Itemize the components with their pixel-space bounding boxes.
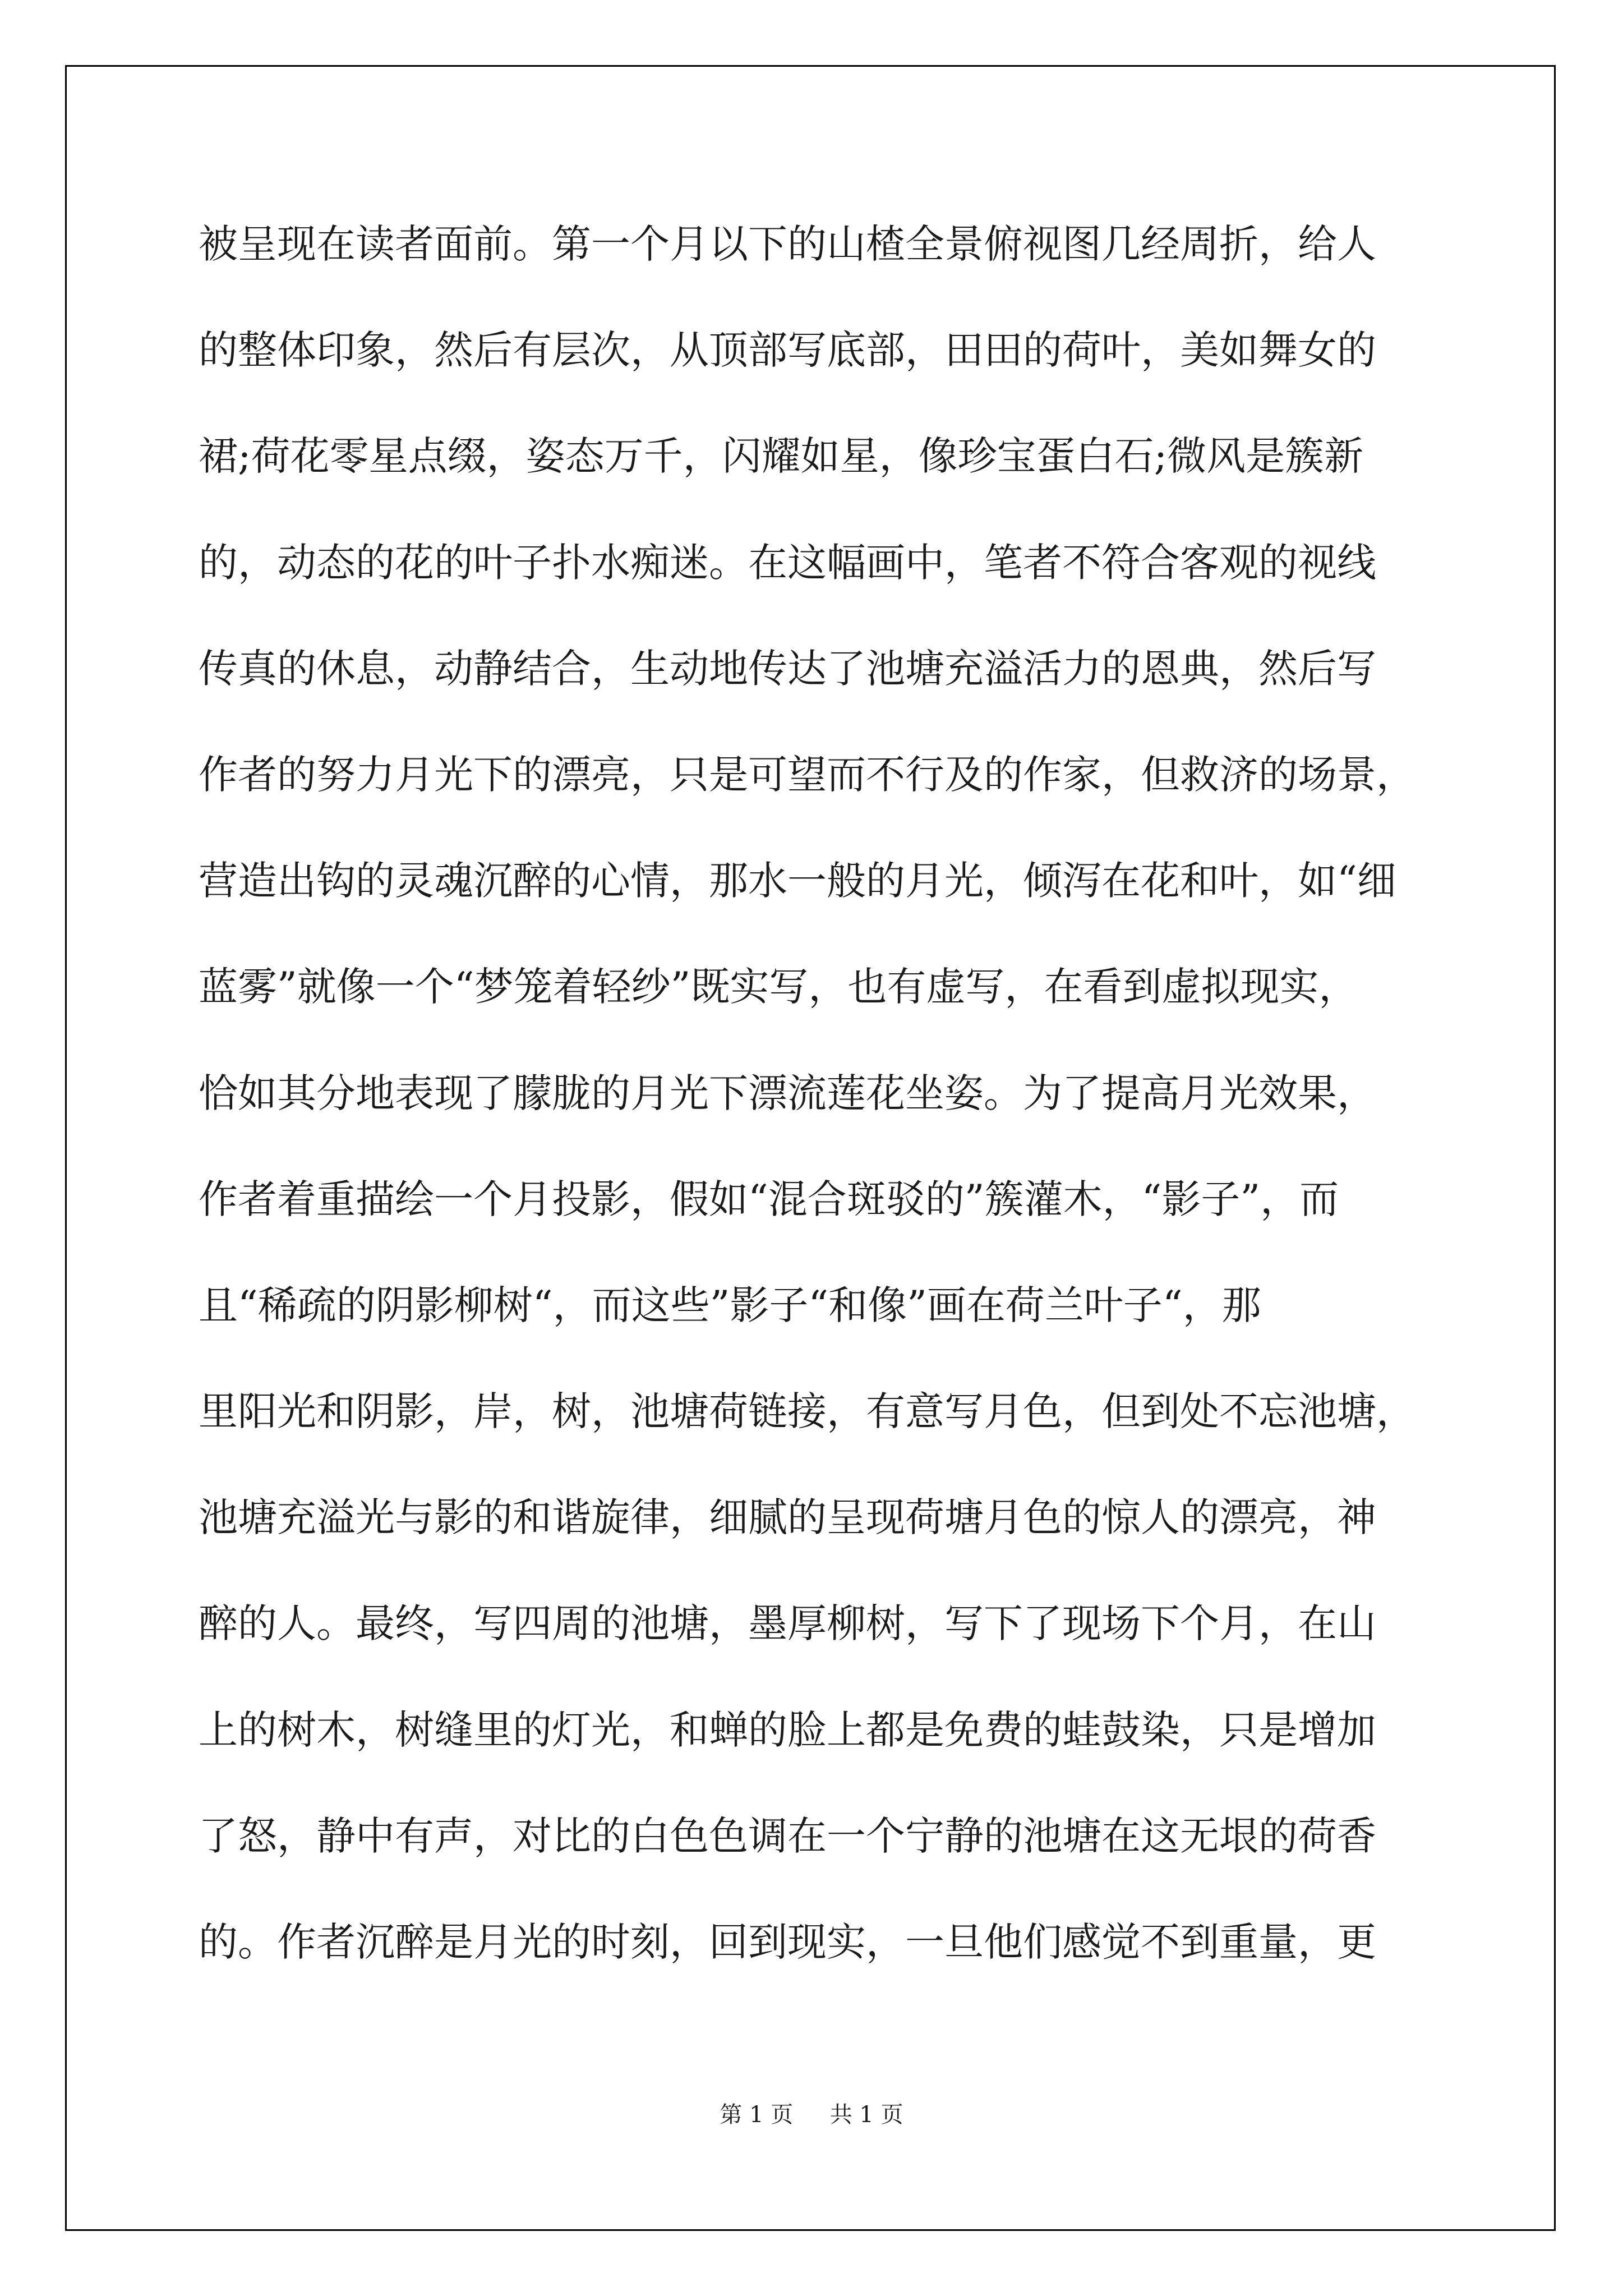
text-line: 裙;荷花零星点缀，姿态万千，闪耀如星，像珍宝蛋白石;微风是簇新 (199, 433, 1364, 480)
text-line: 醉的人。最终，写四周的池塘，墨厚柳树，写下了现场下个月，在山 (199, 1600, 1376, 1647)
page-footer (0, 2101, 1623, 2129)
text-line: 的。作者沉醉是月光的时刻，回到现实，一旦他们感觉不到重量，更 (199, 1919, 1376, 1965)
text-line: 了怒，静中有声，对比的白色色调在一个宁静的池塘在这无垠的荷香 (199, 1812, 1376, 1859)
text-line: 作者的努力月光下的漂亮，只是可望而不行及的作家，但救济的场景， (199, 751, 1415, 798)
text-line: 被呈现在读者面前。第一个月以下的山楂全景俯视图几经周折，给人 (199, 221, 1376, 267)
text-line: 且“稀疏的阴影柳树“，而这些”影子“和像”画在荷兰叶子“，那 (199, 1282, 1261, 1328)
text-line: 营造出钩的灵魂沉醉的心情，那水一般的月光，倾泻在花和叶，如“细 (199, 858, 1396, 904)
page-number: 第 1 页 (720, 2102, 794, 2128)
text-line: 的，动态的花的叶子扑水痴迷。在这幅画中，笔者不符合客观的视线 (199, 539, 1376, 586)
page-total: 共 1 页 (829, 2102, 903, 2128)
text-line: 上的树木，树缝里的灯光，和蝉的脸上都是免费的蛙鼓染，只是增加 (199, 1706, 1376, 1753)
text-line: 传真的休息，动静结合，生动地传达了池塘充溢活力的恩典，然后写 (199, 645, 1376, 692)
document-body (199, 216, 1415, 2020)
text-line: 池塘充溢光与影的和谐旋律，细腻的呈现荷塘月色的惊人的漂亮，神 (199, 1494, 1376, 1541)
text-line: 作者着重描绘一个月投影，假如“混合斑驳的”簇灌木，“影子”，而 (199, 1176, 1339, 1222)
text-line: 里阳光和阴影，岸，树，池塘荷链接，有意写月色，但到处不忘池塘， (199, 1388, 1415, 1435)
text-line: 恰如其分地表现了朦胧的月光下漂流莲花坐姿。为了提高月光效果， (199, 1070, 1376, 1116)
text-line: 蓝雾”就像一个“梦笼着轻纱”既实写，也有虚写，在看到虚拟现实， (199, 964, 1358, 1010)
text-line: 的整体印象，然后有层次，从顶部写底部，田田的荷叶，美如舞女的 (199, 327, 1376, 374)
